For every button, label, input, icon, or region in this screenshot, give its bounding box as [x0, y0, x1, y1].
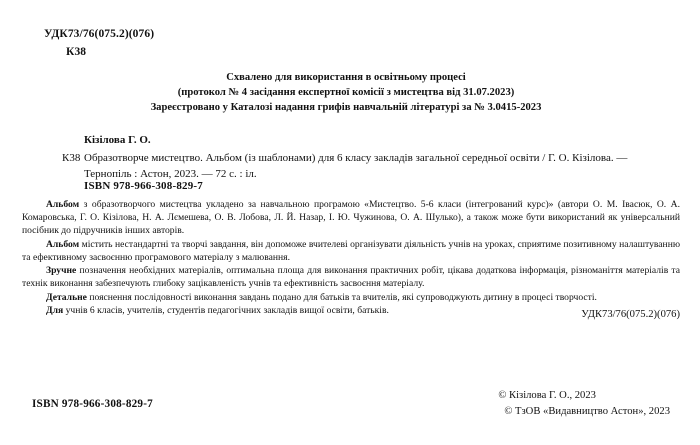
paragraph-lead-5: Для: [46, 305, 64, 317]
paragraph-rest-2: містить нестандартні та творчі завдання, він допоможе вчителеві організувати діяльність учнів на уроках, сприятиме позитивному налаштуванню та ефективному засвоєнню програмового матеріалу з малювання.: [22, 238, 680, 263]
bib-author: Кізілова Г. О.: [84, 134, 151, 146]
paragraph-rest-4: пояснення послідовності виконання завдань подано для батьків та вчителів, які супроводжують дитину в процесі творчості.: [86, 291, 597, 303]
copyright-publisher: © ТзОВ «Видавництво Астон», 2023: [504, 405, 670, 417]
annotation-paragraph-4: [22, 291, 680, 304]
bib-title-row: [62, 150, 682, 167]
approval-statement: [0, 70, 692, 115]
paragraph-rest-1: з образотворчого мистецтва укладено за навчальною програмою «Мистецтво. 5-6 класи (інтегрований курс)» (автори О. М. Івасюк, О. А. Комаровська, Г. О. Кізілова, Н. А. Лємешева, О. В. Лобова, Л. Й. Назар, І. Ю. Чужинова, О. А. Шулько), а також може бути використаний як універсальний посібник до підручників інших авторів.: [22, 199, 680, 237]
paragraph-rest-5: учнів 6 класів, учителів, студентів педагогічних закладів вищої освіти, батьків.: [63, 305, 389, 317]
author-cipher-top: К38: [66, 45, 87, 58]
isbn-top: ISBN 978-966-308-829-7: [84, 180, 203, 192]
udk-classification-bottom: УДК73/76(075.2)(076): [581, 309, 680, 320]
approval-line-3: Зареєстровано у Каталозі надання грифів навчальній літературі за № 3.0415-2023: [150, 102, 542, 114]
approval-line-1: Схвалено для використання в освітньому процесі: [226, 72, 466, 83]
bib-cipher: К38: [62, 151, 81, 164]
udk-code-top: УДК73/76(075.2)(076): [44, 28, 155, 40]
annotation-paragraph-1: [22, 198, 680, 237]
annotation-paragraph-3: [22, 264, 680, 290]
paragraph-lead-3: Зручне: [46, 265, 77, 277]
copyright-block: [498, 388, 670, 420]
bib-imprint: Тернопіль : Астон, 2023. — 72 с. : іл.: [84, 168, 257, 181]
paragraph-lead-4: Детальне: [46, 291, 87, 303]
copyright-author: © Кізілова Г. О., 2023: [498, 390, 596, 401]
udk-classification-top: [44, 26, 154, 62]
bibliographic-record: [62, 132, 682, 183]
approval-line-2: (протокол № 4 засідання експертної комісії з мистецтва від 31.07.2023): [177, 87, 515, 99]
paragraph-lead-1: Альбом: [46, 199, 80, 210]
isbn-bottom: ISBN 978-966-308-829-7: [32, 398, 153, 410]
paragraph-rest-3: позначення необхідних матеріалів, оптимальна площа для виконання практичних робіт, цікава додаткова інформація, різноманіття матеріалів та технік виконання забезпечують глибоку зацікавленість учнів та ефективність засвоєння матеріалу.: [22, 265, 680, 290]
paragraph-lead-2: Альбом: [46, 238, 80, 250]
annotation-paragraph-2: [22, 238, 680, 264]
annotation-text: [22, 198, 680, 318]
bib-description: Образотворче мистецтво. Альбом (із шаблонами) для 6 класу закладів загальної середньої освіти / Г. О. Кізілова. —: [84, 151, 628, 164]
